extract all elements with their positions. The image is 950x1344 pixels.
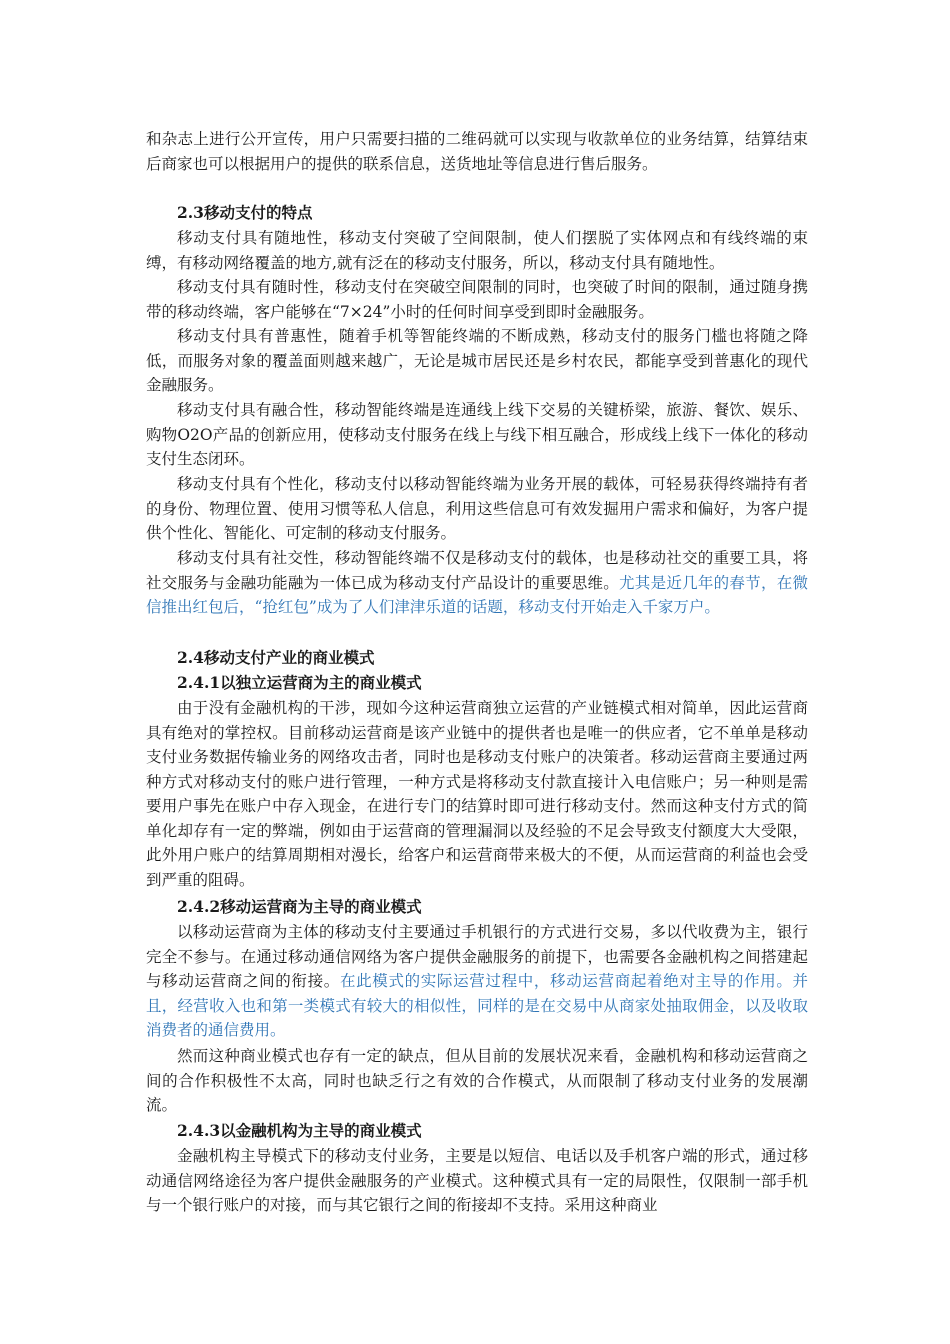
heading-2-3: 2.3移动支付的特点 [177, 203, 313, 222]
heading-2-4-3: 2.4.3以金融机构为主导的商业模式 [177, 1121, 422, 1140]
paragraph-operator-led [146, 920, 808, 1043]
paragraph-social [146, 546, 808, 620]
paragraph-integration: 移动支付具有融合性，移动智能终端是连通线上线下交易的关键桥梁，旅游、餐饮、娱乐、购物O2O产品的创新应用，使移动支付服务在线上与线下相互融合，形成线上线下一体化的移动支付生态闭环。 [146, 401, 808, 468]
operator-led-highlight: 在此模式的实际运营过程中，移动运营商起着绝对主导的作用。并且，经营收入也和第一类模式有较大的相似性，同样的是在交易中从商家处抽取佣金，以及收取消费者的通信费用。 [146, 972, 808, 1039]
paragraph-intro: 和杂志上进行公开宣传，用户只需要扫描的二维码就可以实现与收款单位的业务结算，结算结束后商家也可以根据用户的提供的联系信息，送货地址等信息进行售后服务。 [146, 130, 808, 173]
paragraph-personalized: 移动支付具有个性化，移动支付以移动智能终端为业务开展的载体，可轻易获得终端持有者的身份、物理位置、使用习惯等私人信息，利用这些信息可有效发掘用户需求和偏好，为客户提供个性化、智能化、可定制的移动支付服务。 [146, 475, 808, 542]
paragraph-independent-operator: 由于没有金融机构的干涉，现如今这种运营商独立运营的产业链模式相对简单，因此运营商具有绝对的掌控权。目前移动运营商是该产业链中的提供者也是唯一的供应者，它不单单是移动支付业务数据传输业务的网络攻击者，同时也是移动支付账户的决策者。移动运营商主要通过两种方式对移动支付的账户进行管理，一种方式是将移动支付款直接计入电信账户；另一种则是需要用户事先在账户中存入现金，在进行专门的结算时即可进行移动支付。然而这种支付方式的简单化却存有一定的弊端，例如由于运营商的管理漏洞以及经验的不足会导致支付额度大大受限，此外用户账户的结算周期相对漫长，给客户和运营商带来极大的不便，从而运营商的利益也会受到严重的阻碍。 [146, 699, 808, 889]
paragraph-anywhere: 移动支付具有随地性，移动支付突破了空间限制，使人们摆脱了实体网点和有线终端的束缚，有移动网络覆盖的地方,就有泛在的移动支付服务，所以，移动支付具有随地性。 [146, 229, 808, 272]
heading-2-4: 2.4移动支付产业的商业模式 [177, 648, 375, 667]
paragraph-financial-led: 金融机构主导模式下的移动支付业务，主要是以短信、电话以及手机客户端的形式，通过移动通信网络途径为客户提供金融服务的产业模式。这种模式具有一定的局限性，仅限制一部手机与一个银行账户的对接，而与其它银行之间的衔接却不支持。采用这种商业 [146, 1147, 808, 1214]
paragraph-inclusive: 移动支付具有普惠性，随着手机等智能终端的不断成熟，移动支付的服务门槛也将随之降低，而服务对象的覆盖面则越来越广，无论是城市居民还是乡村农民，都能享受到普惠化的现代金融服务。 [146, 327, 808, 394]
paragraph-anytime: 移动支付具有随时性，移动支付在突破空间限制的同时，也突破了时间的限制，通过随身携带的移动终端，客户能够在“7×24”小时的任何时间享受到即时金融服务。 [146, 278, 808, 321]
heading-2-4-1: 2.4.1以独立运营商为主的商业模式 [177, 673, 422, 692]
social-text: 移动支付具有社交性，移动智能终端不仅是移动支付的载体，也是移动社交的重要工具，将社交服务与金融功能融为一体已成为移动支付产品设计的重要思维。 [146, 549, 808, 592]
social-highlight: 尤其是近几年的春节，在微信推出红包后，“抢红包”成为了人们津津乐道的话题，移动支付开始走入千家万户。 [146, 573, 808, 616]
paragraph-drawbacks: 然而这种商业模式也存有一定的缺点，但从目前的发展状况来看，金融机构和移动运营商之间的合作积极性不太高，同时也缺乏行之有效的合作模式，从而限制了移动支付业务的发展潮流。 [146, 1047, 808, 1114]
heading-2-4-2: 2.4.2移动运营商为主导的商业模式 [177, 897, 422, 916]
operator-led-text: 以移动运营商为主体的移动支付主要通过手机银行的方式进行交易，多以代收费为主，银行完全不参与。在通过移动通信网络为客户提供金融服务的前提下，也需要各金融机构之间搭建起与移动运营商之间的衔接。 [146, 923, 808, 990]
